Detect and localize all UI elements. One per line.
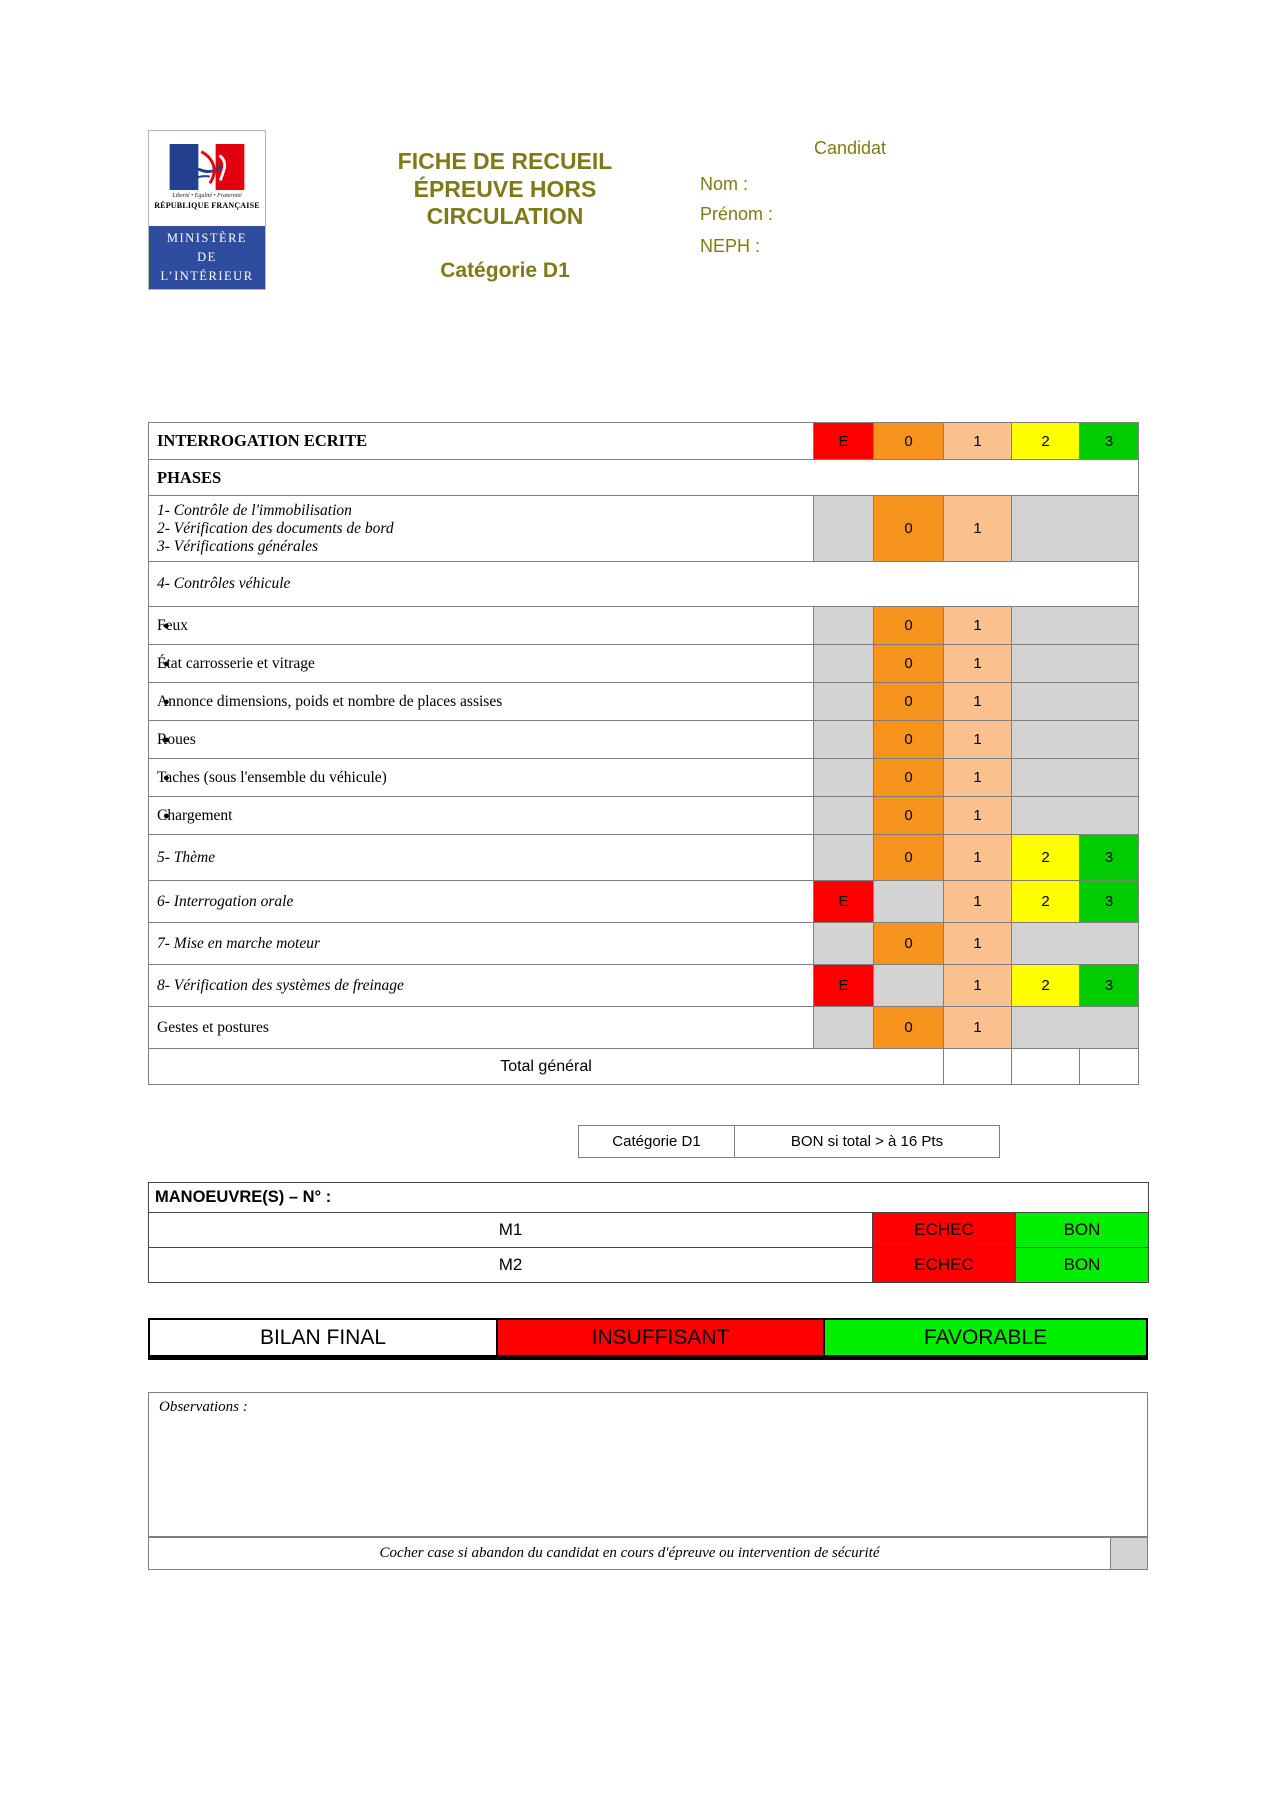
score-option-1[interactable]: 1 (944, 423, 1012, 460)
bilan-final-label: BILAN FINAL (150, 1320, 498, 1355)
manoeuvre-m2-echec-option[interactable]: ECHEC (873, 1248, 1016, 1283)
score-option-2[interactable]: 2 (1012, 881, 1080, 923)
score-option-0[interactable]: 0 (874, 683, 944, 721)
phase-label: ● Annonce dimensions, poids et nombre de places assises (149, 683, 814, 721)
score-filler (1012, 797, 1139, 835)
score-filler (1012, 923, 1139, 965)
form-title-line: FICHE DE RECUEIL (397, 148, 613, 174)
score-filler (814, 607, 874, 645)
score-table-title: INTERROGATION ECRITE (149, 423, 814, 460)
score-option-1[interactable]: 1 (944, 645, 1012, 683)
score-filler (814, 835, 874, 881)
score-filler (1012, 607, 1139, 645)
form-title-line: ÉPREUVE HORS (413, 175, 597, 202)
logo-top (149, 144, 265, 239)
ministry-name (149, 226, 265, 289)
score-option-0[interactable]: 0 (874, 1007, 944, 1049)
category-threshold-bar (578, 1125, 1000, 1158)
phase-row (149, 1007, 1139, 1049)
score-option-0[interactable]: 0 (874, 423, 944, 460)
score-option-3[interactable]: 3 (1080, 965, 1139, 1007)
observations-box[interactable] (148, 1392, 1148, 1537)
score-option-0[interactable]: 0 (874, 923, 944, 965)
total-score-cell[interactable] (944, 1049, 1012, 1085)
logo-motto: Liberté • Égalité • Fraternité (172, 193, 242, 199)
manoeuvre-m1-echec-option[interactable]: ECHEC (873, 1213, 1016, 1248)
score-option-E[interactable]: E (814, 423, 874, 460)
score-filler (814, 645, 874, 683)
phase-label: 8- Vérification des systèmes de freinage (149, 965, 814, 1007)
prenom-label: Prénom : (700, 204, 774, 224)
score-option-1[interactable]: 1 (944, 1007, 1012, 1049)
score-filler (814, 721, 874, 759)
phase-row (149, 965, 1139, 1007)
score-option-2[interactable]: 2 (1012, 835, 1080, 881)
score-filler (1012, 1007, 1139, 1049)
total-score-cell[interactable] (1012, 1049, 1080, 1085)
logo-republic: RÉPUBLIQUE FRANÇAISE (154, 201, 260, 210)
score-filler (1012, 759, 1139, 797)
score-option-1[interactable]: 1 (944, 797, 1012, 835)
score-option-0[interactable]: 0 (874, 645, 944, 683)
score-option-1[interactable]: 1 (944, 683, 1012, 721)
score-option-1[interactable]: 1 (944, 496, 1012, 562)
manoeuvre-label-m2: M2 (149, 1248, 873, 1283)
bilan-insuffisant-option[interactable]: INSUFFISANT (498, 1320, 825, 1355)
score-filler (814, 1007, 874, 1049)
score-option-1[interactable]: 1 (944, 759, 1012, 797)
score-filler (814, 759, 874, 797)
phase-row (149, 759, 1139, 797)
phase-row (149, 923, 1139, 965)
score-option-0[interactable]: 0 (874, 759, 944, 797)
manoeuvre-m2-bon-option[interactable]: BON (1016, 1248, 1149, 1283)
score-option-1[interactable]: 1 (944, 965, 1012, 1007)
phase-label: 4- Contrôles véhicule (149, 562, 1139, 607)
manoeuvres-table (148, 1182, 1149, 1283)
total-score-cell[interactable] (1080, 1049, 1139, 1085)
observations-label: Observations : (159, 1399, 248, 1415)
phase-row (149, 562, 1139, 607)
score-option-1[interactable]: 1 (944, 881, 1012, 923)
ministry-line: L’INTÉRIEUR (160, 268, 254, 283)
prenom-value-field[interactable] (778, 205, 938, 225)
score-option-0[interactable]: 0 (874, 607, 944, 645)
form-category: Catégorie D1 (440, 258, 570, 282)
score-filler (1012, 645, 1139, 683)
abandon-note: Cocher case si abandon du candidat en cours d'épreuve ou intervention de sécurité (379, 1545, 880, 1561)
form-title-block (320, 148, 690, 283)
phase-label: 6- Interrogation orale (149, 881, 814, 923)
score-filler (814, 797, 874, 835)
phase-row (149, 797, 1139, 835)
abandon-row (148, 1537, 1148, 1570)
phase-row (149, 607, 1139, 645)
score-filler (874, 965, 944, 1007)
phase-row (149, 645, 1139, 683)
score-filler (1012, 496, 1139, 562)
phase-label: ● Taches (sous l'ensemble du véhicule) (149, 759, 814, 797)
ministry-line: DE (197, 250, 217, 265)
score-option-0[interactable]: 0 (874, 721, 944, 759)
phase-row (149, 496, 1139, 562)
phase-row (149, 721, 1139, 759)
score-option-1[interactable]: 1 (944, 923, 1012, 965)
score-option-0[interactable]: 0 (874, 797, 944, 835)
score-option-E[interactable]: E (814, 881, 874, 923)
threshold-cell: BON si total > à 16 Pts (790, 1133, 944, 1150)
score-option-1[interactable]: 1 (944, 835, 1012, 881)
score-option-3[interactable]: 3 (1080, 423, 1139, 460)
nom-label: Nom : (700, 174, 749, 194)
french-flag-icon (169, 144, 245, 190)
phase-row (149, 881, 1139, 923)
bilan-favorable-option[interactable]: FAVORABLE (825, 1320, 1146, 1355)
nom-value-field[interactable] (753, 175, 913, 195)
phase-label: ● Chargement (149, 797, 814, 835)
phase-label: ● Roues (149, 721, 814, 759)
score-option-E[interactable]: E (814, 965, 874, 1007)
phase-label: ● Feux (149, 607, 814, 645)
score-option-0[interactable]: 0 (874, 496, 944, 562)
score-filler (1012, 721, 1139, 759)
phase-label: ● État carrosserie et vitrage (149, 645, 814, 683)
phase-label: 7- Mise en marche moteur (149, 923, 814, 965)
bilan-final-bar (148, 1318, 1148, 1360)
phase-label: 1- Contrôle de l'immobilisation 2- Vérification des documents de bord 3- Vérifications générales (149, 496, 814, 562)
score-filler (814, 496, 874, 562)
score-table (148, 422, 1139, 1085)
phase-row (149, 683, 1139, 721)
ministry-logo (148, 130, 266, 290)
manoeuvres-title: MANOEUVRE(S) – N° : (149, 1183, 1149, 1213)
candidate-heading: Candidat (813, 138, 887, 158)
phase-row (149, 835, 1139, 881)
phase-label: Gestes et postures (149, 1007, 814, 1049)
score-option-1[interactable]: 1 (944, 607, 1012, 645)
score-option-3[interactable]: 3 (1080, 835, 1139, 881)
manoeuvre-label-m1: M1 (149, 1213, 873, 1248)
score-option-3[interactable]: 3 (1080, 881, 1139, 923)
form-title-line: CIRCULATION (426, 203, 584, 230)
total-general-label: Total général (149, 1049, 944, 1085)
score-option-0[interactable]: 0 (874, 835, 944, 881)
manoeuvre-m1-bon-option[interactable]: BON (1016, 1213, 1149, 1248)
phase-label: 5- Thème (149, 835, 814, 881)
score-filler (814, 923, 874, 965)
score-option-2[interactable]: 2 (1012, 965, 1080, 1007)
category-cell: Catégorie D1 (579, 1126, 735, 1157)
ministry-line: MINISTÈRE (166, 231, 248, 246)
phases-section-title: PHASES (149, 460, 1139, 496)
score-filler (1012, 683, 1139, 721)
score-option-2[interactable]: 2 (1012, 423, 1080, 460)
score-filler (874, 881, 944, 923)
score-option-1[interactable]: 1 (944, 721, 1012, 759)
score-filler (814, 683, 874, 721)
abandon-checkbox[interactable] (1110, 1538, 1147, 1569)
neph-label: NEPH : (700, 236, 761, 256)
